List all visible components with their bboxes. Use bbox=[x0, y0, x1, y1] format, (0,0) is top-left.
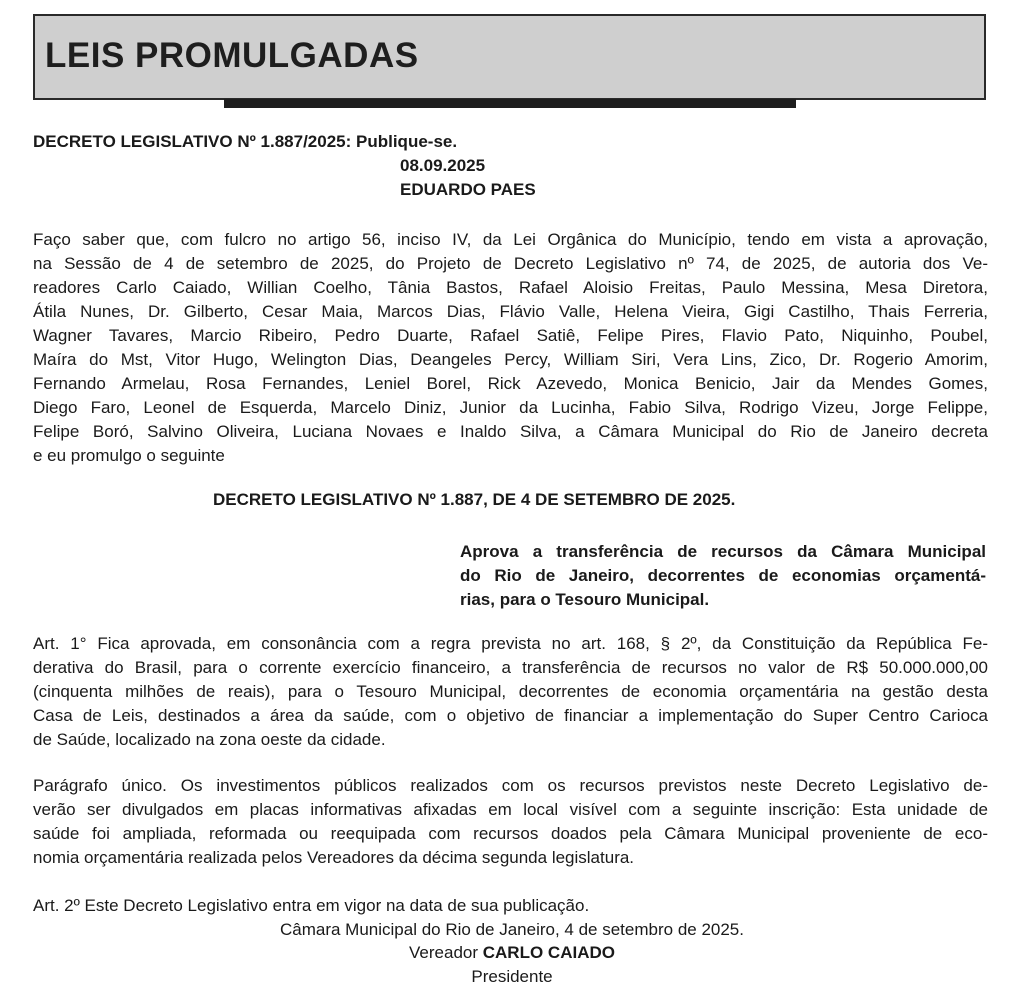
article-2: Art. 2º Este Decreto Legislativo entra em vigor na data de sua publicação. bbox=[33, 896, 590, 915]
text-line: Fernando Armelau, Rosa Fernandes, Leniel Borel, Rick Azevedo, Monica Benicio, Jair da Mendes Gomes, bbox=[33, 374, 988, 393]
text-line: saúde foi ampliada, reformada ou reequipada com recursos doados pela Câmara Municipal proveniente de eco- bbox=[33, 824, 988, 843]
text-line: Átila Nunes, Dr. Gilberto, Cesar Maia, Marcos Dias, Flávio Valle, Helena Vieira, Gigi Castilho, Thais Ferreria, bbox=[33, 302, 988, 321]
publish-order: DECRETO LEGISLATIVO Nº 1.887/2025: Publique-se. bbox=[33, 132, 458, 151]
text-line: Wagner Tavares, Marcio Ribeiro, Pedro Duarte, Rafael Satiê, Felipe Pires, Flavio Pato, Niquinho, Poubel, bbox=[33, 326, 988, 345]
publish-signer: EDUARDO PAES bbox=[400, 180, 536, 199]
text-line: do Rio de Janeiro, decorrentes de economias orçamentá- bbox=[460, 566, 986, 585]
decree-ementa bbox=[460, 540, 986, 612]
text-line: rias, para o Tesouro Municipal. bbox=[460, 590, 710, 609]
section-title: LEIS PROMULGADAS bbox=[45, 36, 419, 75]
signature-name-line bbox=[0, 941, 1024, 965]
intro-paragraph bbox=[33, 228, 988, 468]
text-line: e eu promulgo o seguinte bbox=[33, 446, 225, 465]
header-divider bbox=[224, 99, 796, 108]
publish-date: 08.09.2025 bbox=[400, 156, 486, 175]
text-line: Casa de Leis, destinados a área da saúde, com o objetivo de financiar a implementação do Super Centro Carioca bbox=[33, 706, 988, 725]
signature-place-date: Câmara Municipal do Rio de Janeiro, 4 de setembro de 2025. bbox=[280, 920, 744, 939]
text-line: Maíra do Mst, Vitor Hugo, Welington Dias, Deangeles Percy, William Siri, Vera Lins, Zico, Dr. Rogerio Amorim, bbox=[33, 350, 988, 369]
text-line: nomia orçamentária realizada pelos Vereadores da décima segunda legislatura. bbox=[33, 848, 635, 867]
text-line: Parágrafo único. Os investimentos públicos realizados com os recursos previstos neste Decreto Legislativo de- bbox=[33, 776, 988, 795]
decree-title: DECRETO LEGISLATIVO Nº 1.887, DE 4 DE SETEMBRO DE 2025. bbox=[213, 490, 736, 509]
article-1 bbox=[33, 632, 988, 752]
text-line: Art. 1° Fica aprovada, em consonância com a regra prevista no art. 168, § 2º, da Constituição da República Fe- bbox=[33, 634, 988, 653]
text-line: Felipe Boró, Salvino Oliveira, Luciana Novaes e Inaldo Silva, a Câmara Municipal do Rio de Janeiro decreta bbox=[33, 422, 988, 441]
text-line: (cinquenta milhões de reais), para o Tesouro Municipal, decorrentes de economia orçamentária na gestão desta bbox=[33, 682, 988, 701]
signature-name: CARLO CAIADO bbox=[482, 943, 615, 962]
signature-role: Presidente bbox=[471, 967, 553, 986]
section-header bbox=[33, 14, 986, 100]
text-line: Aprova a transferência de recursos da Câmara Municipal bbox=[460, 542, 986, 561]
text-line: verão ser divulgados em placas informativas afixadas em local visível com a seguinte inscrição: Esta unidade de bbox=[33, 800, 988, 819]
text-line: readores Carlo Caiado, Willian Coelho, Tânia Bastos, Rafael Aloisio Freitas, Paulo Messina, Mesa Diretora, bbox=[33, 278, 988, 297]
text-line: na Sessão de 4 de setembro de 2025, do Projeto de Decreto Legislativo nº 74, de 2025, de autoria dos Ve- bbox=[33, 254, 988, 273]
text-line: de Saúde, localizado na zona oeste da cidade. bbox=[33, 730, 386, 749]
text-line: Faço saber que, com fulcro no artigo 56, inciso IV, da Lei Orgânica do Município, tendo em vista a aprovação, bbox=[33, 230, 988, 249]
text-line: Diego Faro, Leonel de Esquerda, Marcelo Diniz, Junior da Lucinha, Fabio Silva, Rodrigo Vizeu, Jorge Felippe, bbox=[33, 398, 988, 417]
signature-prefix: Vereador bbox=[409, 943, 479, 962]
paragrafo-unico bbox=[33, 774, 988, 870]
text-line: derativa do Brasil, para o corrente exercício financeiro, a transferência de recursos no valor de R$ 50.000.000,00 bbox=[33, 658, 988, 677]
